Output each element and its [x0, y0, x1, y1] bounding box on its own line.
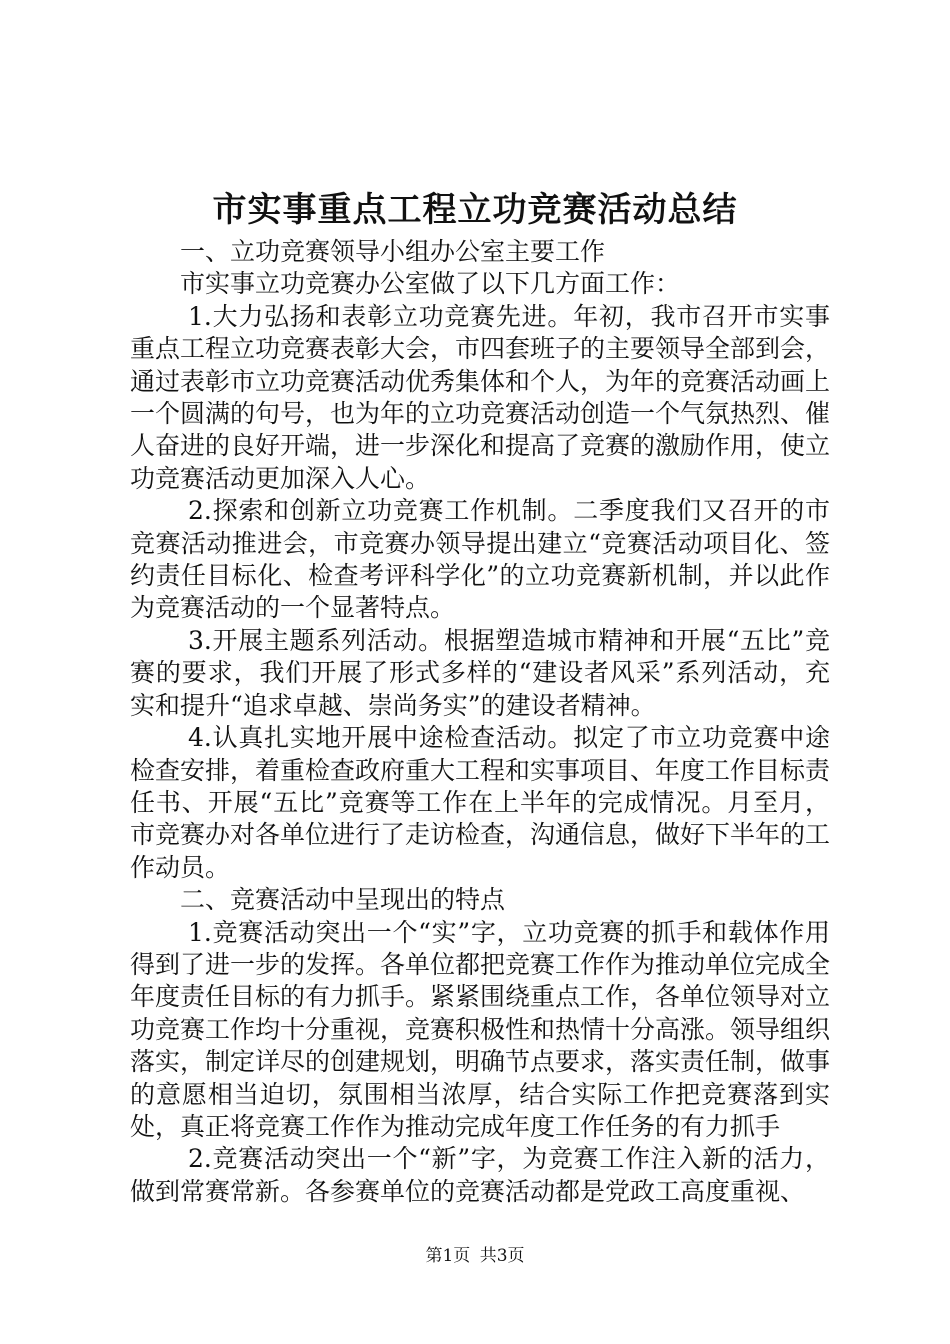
paragraph-item-1: 1.大力弘扬和表彰立功竞赛先进。年初，我市召开市实事重点工程立功竞赛表彰大会，市四套班子的主要领导全部到会，通过表彰市立功竞赛活动优秀集体和个人，为年的竞赛活动画上一个圆满的句号，也为年的立功竞赛活动创造一个气氛热烈、催人奋进的良好开端，进一步深化和提高了竞赛的激励作用，使立功竞赛活动更加深入人心。 [130, 301, 831, 493]
section-heading-1: 一、立功竞赛领导小组办公室主要工作 [180, 237, 606, 266]
section-heading-2: 二、竞赛活动中呈现出的特点 [180, 885, 506, 915]
paragraph-feature-1: 1.竞赛活动突出一个“实”字，立功竞赛的抓手和载体作用得到了进一步的发挥。各单位都把竞赛工作作为推动单位完成全年度责任目标的有力抓手。紧紧围绕重点工作，各单位领导对立功竞赛工作均十分重视，竞赛积极性和热情十分高涨。领导组织落实，制定详尽的创建规划，明确节点要求，落实责任制，做事的意愿相当迫切，氛围相当浓厚，结合实际工作把竞赛落到实处，真正将竞赛工作作为推动完成年度工作任务的有力抓手 [130, 917, 831, 1141]
document-title: 市实事重点工程立功竞赛活动总结 [212, 190, 738, 230]
page-footer [0, 1244, 950, 1268]
paragraph-item-2: 2.探索和创新立功竞赛工作机制。二季度我们又召开的市竞赛活动推进会，市竞赛办领导提出建立“竞赛活动项目化、签约责任目标化、检查考评科学化”的立功竞赛新机制，并以此作为竞赛活动的一个显著特点。 [130, 496, 830, 623]
document-body [130, 236, 830, 1208]
paragraph-item-4: 4.认真扎实地开展中途检查活动。拟定了市立功竞赛中途检查安排，着重检查政府重大工程和实事项目、年度工作目标责任书、开展“五比”竞赛等工作在上半年的完成情况。月至月，市竞赛办对各单位进行了走访检查，沟通信息，做好下半年的工作动员。 [130, 723, 831, 882]
paragraph-feature-2: 2.竞赛活动突出一个“新”字，为竞赛工作注入新的活力，做到常赛常新。各参赛单位的竞赛活动都是党政工高度重视、 [130, 1144, 830, 1206]
paragraph-intro: 市实事立功竞赛办公室做了以下几方面工作： [180, 269, 681, 299]
page-total: 共3页 [479, 1246, 525, 1266]
paragraph-item-3: 3.开展主题系列活动。根据塑造城市精神和开展“五比”竞赛的要求，我们开展了形式多样的“建设者风采”系列活动，充实和提升“追求卓越、崇尚务实”的建设者精神。 [130, 625, 830, 720]
page-number: 第1页 [425, 1246, 471, 1266]
